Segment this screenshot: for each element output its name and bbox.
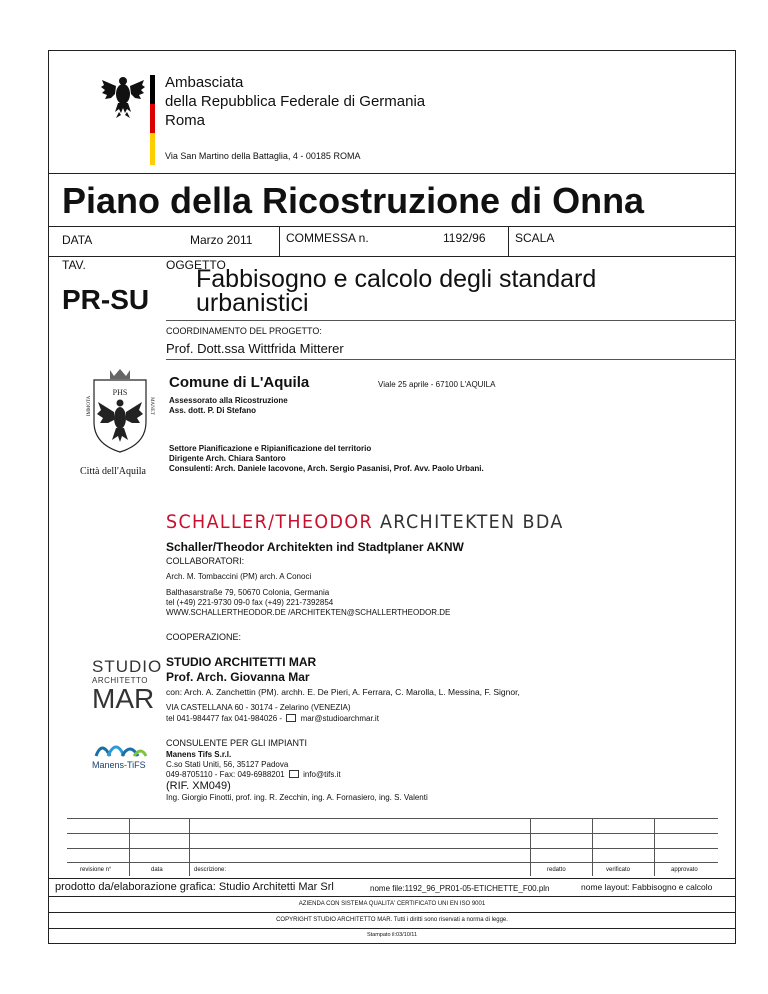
schaller-logo-dark: ARCHITEKTEN BDA (379, 511, 564, 533)
mail-icon (289, 770, 299, 778)
impianti-company: Manens Tifs S.r.l. (166, 750, 232, 759)
divider (48, 928, 736, 929)
crest-side-right: MANET (149, 397, 154, 415)
flag-stripe-black (150, 75, 155, 104)
rev-header-redatto: redatto (547, 867, 566, 873)
page-title: Piano della Ricostruzione di Onna (62, 180, 645, 221)
data-label: DATA (62, 233, 93, 247)
schaller-full-name: Schaller/Theodor Architekten ind Stadtplaner AKNW (166, 540, 464, 554)
divider (48, 912, 736, 913)
impianti-phone: 049-8705110 - Fax: 049-6988201 (166, 770, 285, 779)
impianti-engineers: Ing. Giorgio Finotti, prof. ing. R. Zecchin, ing. A. Fornasiero, ing. S. Valenti (166, 793, 428, 802)
comune-dirigente: Dirigente Arch. Chiara Santoro (169, 454, 286, 463)
impianti-contact (166, 770, 341, 779)
flag-stripe-red (150, 104, 155, 133)
rev-header-description: descrizione: (194, 867, 227, 873)
impianti-label: CONSULENTE PER GLI IMPIANTI (166, 738, 308, 748)
logo-studio: STUDIO (92, 657, 163, 676)
comune-assessorato: Assessorato alla Ricostruzione (169, 396, 288, 405)
scala-label: SCALA (515, 231, 555, 245)
footer-file: nome file:1192_96_PR01-05-ETICHETTE_F00.pln (370, 884, 550, 893)
schaller-logo-red: SCHALLER/THEODOR (166, 511, 374, 533)
footer-copyright: COPYRIGHT STUDIO ARCHITETTO MAR. Tutti i diritti sono riservati a norma di legge. (276, 917, 508, 923)
studio-address: VIA CASTELLANA 60 - 30174 - Zelarino (VENEZIA) (166, 703, 351, 712)
rev-header-verificato: verificato (606, 867, 631, 873)
oggetto-line-2: urbanistici (196, 289, 309, 317)
german-eagle-emblem (100, 72, 146, 120)
studio-mar-logo (92, 657, 163, 717)
data-value: Marzo 2011 (190, 233, 253, 247)
crest-caption: Città dell'Aquila (80, 466, 146, 477)
tav-value: PR-SU (62, 284, 150, 315)
studio-collaborators: con: Arch. A. Zanchettin (PM). archh. E. De Pieri, A. Ferrara, C. Marolla, L. Messina, F. Signor, (166, 687, 520, 697)
studio-name: STUDIO ARCHITETTI MAR (166, 655, 317, 669)
rev-header-date: data (151, 867, 163, 873)
commessa-label: COMMESSA n. (286, 231, 369, 245)
rev-header-number: revisione n° (80, 867, 112, 873)
schaller-phone: tel (+49) 221-9730 09-0 fax (+49) 221-7392854 (166, 598, 334, 607)
coordination-label: COORDINAMENTO DEL PROGETTO: (166, 326, 322, 336)
divider (48, 226, 736, 227)
footer-azienda: AZIENDA CON SISTEMA QUALITA' CERTIFICATO UNI EN ISO 9001 (298, 901, 486, 907)
schaller-web: WWW.SCHALLERTHEODOR.DE /ARCHITEKTEN@SCHALLERTHEODOR.DE (166, 608, 451, 617)
commessa-value: 1192/96 (443, 231, 486, 245)
divider (48, 878, 736, 879)
embassy-line-1: Ambasciata (165, 74, 244, 91)
divider (48, 256, 736, 257)
coordination-name: Prof. Dott.ssa Wittfrida Mitterer (166, 341, 344, 356)
schaller-address: Balthasarstraße 79, 50670 Colonia, Germania (166, 588, 330, 597)
divider (48, 173, 736, 174)
impianti-address: C.so Stati Uniti, 56, 35127 Padova (166, 760, 289, 769)
embassy-line-2: della Repubblica Federale di Germania (165, 93, 426, 110)
studio-contact (166, 714, 379, 723)
studio-prof: Prof. Arch. Giovanna Mar (166, 670, 310, 684)
manens-logo-text: Manens-TiFS (92, 760, 146, 770)
comune-consulenti: Consulenti: Arch. Daniele Iacovone, Arch. Sergio Pasanisi, Prof. Avv. Paolo Urbani. (169, 464, 484, 473)
oggetto-line-1: Fabbisogno e calcolo degli standard (196, 265, 597, 293)
laquila-crest-icon (84, 366, 156, 464)
crest-letters: PHS (112, 388, 128, 397)
comune-assessore: Ass. dott. P. Di Stefano (169, 406, 256, 415)
collab-label: COLLABORATORI: (166, 556, 245, 566)
oggetto-label: OGGETTO (166, 258, 226, 272)
embassy-line-3: Roma (165, 112, 206, 129)
rev-header-approvato: approvato (671, 867, 698, 873)
comune-settore: Settore Pianificazione e Ripianificazione del territorio (169, 444, 372, 453)
footer-prodotto: prodotto da/elaborazione grafica: Studio Architetti Mar Srl (55, 881, 334, 893)
mail-icon (286, 714, 296, 722)
impianti-rif: (RIF. XM049) (166, 780, 231, 792)
logo-architetto: ARCHITETTO (92, 676, 148, 685)
embassy-address: Via San Martino della Battaglia, 4 - 00185 ROMA (165, 151, 361, 161)
tav-label: TAV. (62, 258, 86, 272)
impianti-email[interactable]: info@tifs.it (303, 770, 341, 779)
comune-name: Comune di L'Aquila (169, 374, 310, 391)
cooperation-label: COOPERAZIONE: (166, 632, 242, 642)
comune-address: Viale 25 aprile - 67100 L'AQUILA (378, 380, 496, 389)
studio-phone: tel 041-984477 fax 041-984026 - (166, 714, 283, 723)
crest-side-left: IMMOTA (87, 395, 92, 417)
logo-mar: MAR (92, 683, 155, 714)
footer-layout: nome layout: Fabbisogno e calcolo (581, 882, 713, 892)
collab-names: Arch. M. Tombaccini (PM) arch. A Conoci (166, 572, 312, 581)
footer-stampato: Stampato il:03/10/11 (366, 932, 418, 938)
studio-email[interactable]: mar@studioarchmar.it (300, 714, 379, 723)
flag-stripe-gold (150, 133, 155, 165)
schaller-logo (166, 511, 564, 533)
divider (48, 896, 736, 897)
